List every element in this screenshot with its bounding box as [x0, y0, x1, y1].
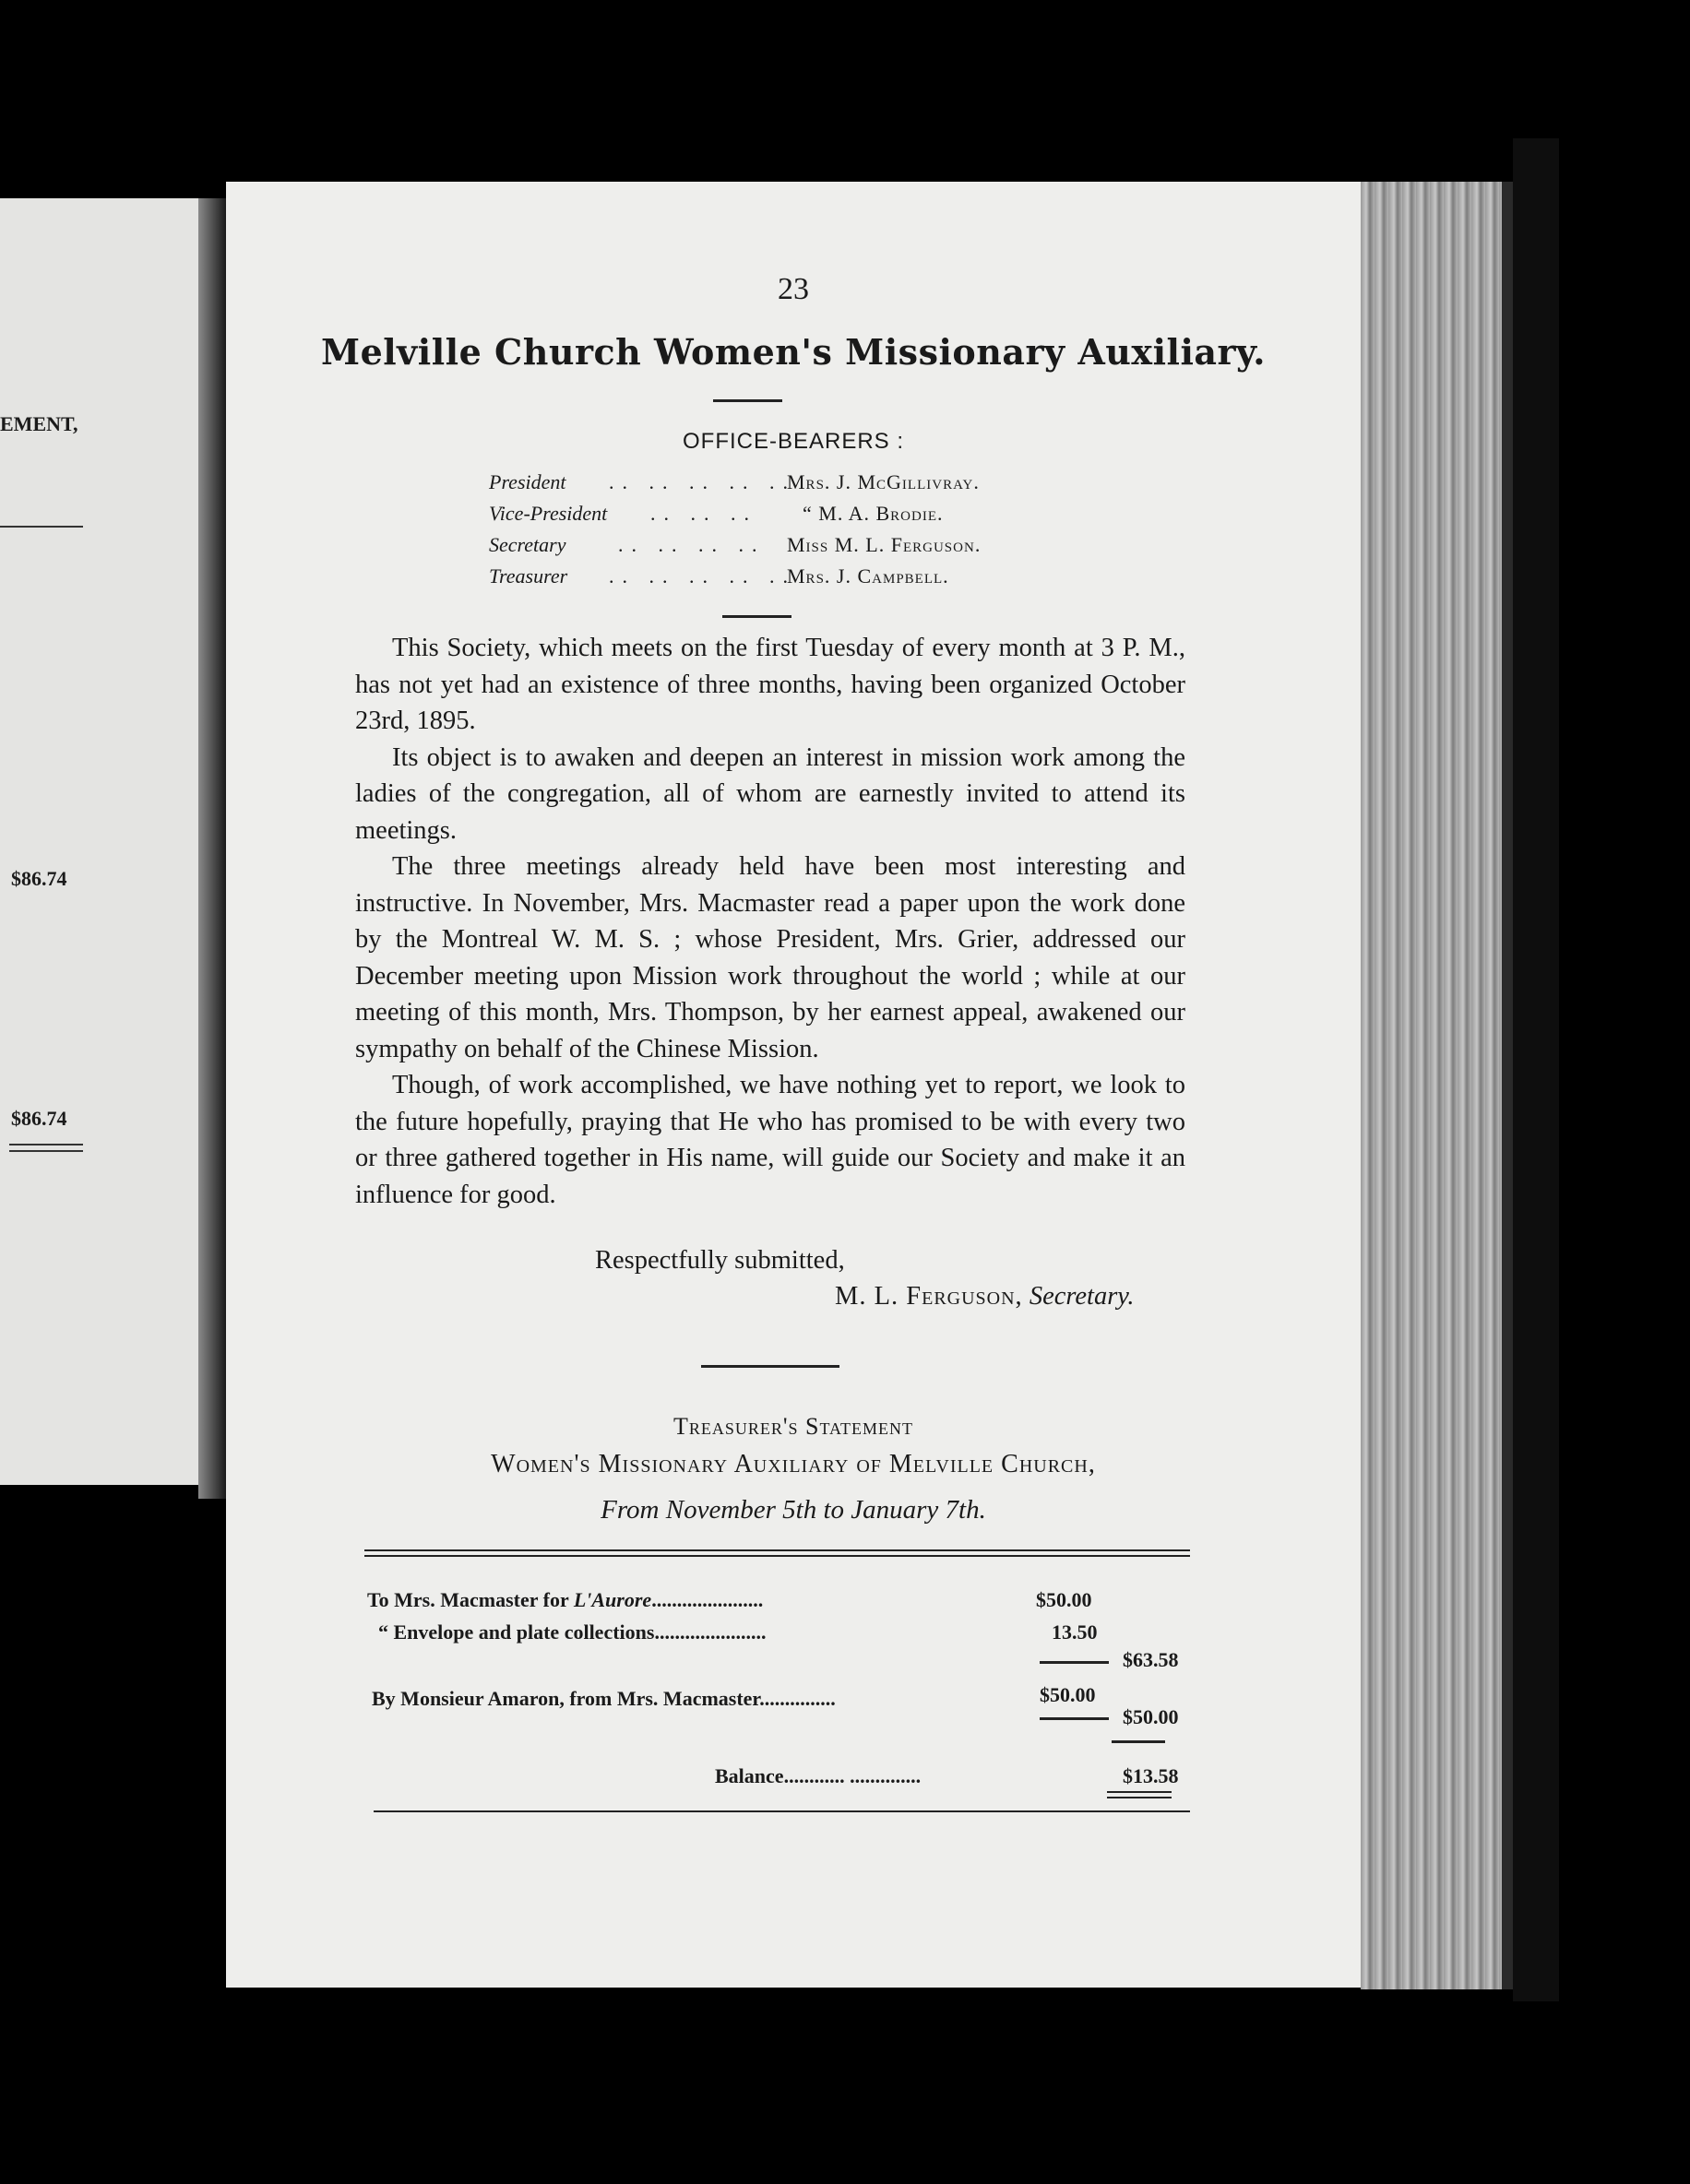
- leader-dots: .. .. .. .. ..: [609, 470, 796, 493]
- left-page-rule: [9, 1144, 83, 1145]
- office-bearer-role: President: [489, 470, 566, 493]
- leader-dots: ......................: [654, 1620, 767, 1644]
- statement-subheading: Women's Missionary Auxiliary of Melville Church,: [491, 1450, 1096, 1478]
- sum-rule: [1040, 1661, 1109, 1664]
- ledger-label: “ Envelope and plate collections: [378, 1620, 655, 1644]
- left-page-amount: $86.74: [11, 867, 67, 890]
- office-bearer-row: [489, 533, 1135, 564]
- office-bearer-row: [489, 564, 1135, 596]
- office-bearer-name: Mrs. J. McGillivray.: [787, 470, 980, 493]
- subtotal-amount: $50.00: [1123, 1705, 1179, 1728]
- paragraph: The three meetings already held have been most interesting and instructive. In November, Mrs. Macmaster read a paper upon the work done by the Montreal W. M. S. ; whose President, Mrs. Grier, addressed our December meeting upon Mission work throughout the world ; while at our meeting of this month, Mrs. Thompson, by her earnest appeal, awakened our sympathy on behalf of the Chinese Mission.: [355, 852, 1185, 1063]
- office-bearer-row: [489, 470, 1135, 502]
- balance-line: [715, 1764, 921, 1788]
- paragraph: Its object is to awaken and deepen an interest in mission work among the ladies of the congregation, all of whom are earnestly invited to attend its meetings.: [355, 742, 1185, 845]
- sum-rule: [1112, 1740, 1165, 1743]
- left-page-heading-fragment: EMENT,: [0, 412, 78, 435]
- page-title: Melville Church Women's Missionary Auxiliary.: [321, 331, 1266, 373]
- balance-amount: $13.58: [1123, 1764, 1179, 1787]
- left-page-amount: $86.74: [11, 1107, 67, 1130]
- office-bearer-role: Vice-President: [489, 502, 608, 525]
- section-rule: [701, 1365, 839, 1368]
- left-facing-page: [0, 198, 198, 1485]
- ledger-label-italic: L'Aurore: [573, 1588, 652, 1611]
- book-cover-edge: [1513, 138, 1559, 2001]
- signature-name: M. L. Ferguson,: [835, 1282, 1023, 1311]
- statement-bottom-rule: [374, 1810, 1190, 1812]
- paragraph: Though, of work accomplished, we have nothing yet to report, we look to the future hopefully, praying that He who has promised to be with every two or three gathered together in His name, will guide our Society and make it an influence for good.: [355, 1071, 1185, 1209]
- statement-top-rule: [364, 1549, 1190, 1557]
- closing-line: Respectfully submitted,: [595, 1246, 845, 1275]
- subtotal-amount: $63.58: [1123, 1648, 1179, 1671]
- page-number: 23: [778, 272, 809, 306]
- office-bearer-name: Miss M. L. Ferguson.: [787, 533, 982, 556]
- ledger-line: [378, 1620, 766, 1644]
- ledger-line: [367, 1588, 763, 1612]
- left-page-rule: [0, 526, 83, 528]
- signature: [835, 1282, 1135, 1312]
- document-page: [226, 182, 1361, 1988]
- statement-period: From November 5th to January 7th.: [601, 1495, 986, 1525]
- office-bearers-heading: OFFICE-BEARERS :: [682, 429, 905, 454]
- title-rule: [713, 399, 782, 402]
- page-edges: [1361, 182, 1513, 1989]
- leader-dots: .. .. ..: [650, 502, 757, 525]
- office-bearer-name: “ M. A. Brodie.: [803, 502, 944, 525]
- leader-dots: ......................: [651, 1588, 764, 1611]
- ledger-amount: $50.00: [1040, 1683, 1096, 1706]
- leader-dots: ............ ..............: [783, 1764, 922, 1787]
- balance-double-rule: [1107, 1791, 1172, 1798]
- ledger-amount: 13.50: [1052, 1620, 1098, 1644]
- ledger-label: By Monsieur Amaron, from Mrs. Macmaster: [372, 1687, 760, 1710]
- ledger-line: [372, 1687, 836, 1711]
- leader-dots: .. .. .. .. ..: [609, 564, 796, 588]
- office-bearer-role: Secretary: [489, 533, 566, 556]
- body-text: [355, 630, 1185, 1213]
- leader-dots: .. .. .. ..: [618, 533, 766, 556]
- office-bearer-role: Treasurer: [489, 564, 568, 588]
- sum-rule: [1040, 1717, 1109, 1720]
- section-rule: [722, 615, 791, 618]
- leader-dots: ...............: [759, 1687, 836, 1710]
- ledger-amount: $50.00: [1036, 1588, 1092, 1611]
- ledger-label: To Mrs. Macmaster for: [367, 1588, 574, 1611]
- signature-title: Secretary.: [1029, 1282, 1135, 1311]
- balance-label: Balance: [715, 1764, 784, 1787]
- book-gutter: [198, 198, 226, 1499]
- office-bearer-row: [489, 502, 1135, 533]
- left-page-rule: [9, 1150, 83, 1152]
- statement-heading: Treasurer's Statement: [672, 1413, 914, 1440]
- paragraph: This Society, which meets on the first Tuesday of every month at 3 P. M., has not yet had an existence of three months, having been organized October 23rd, 1895.: [355, 634, 1185, 735]
- office-bearer-name: Mrs. J. Campbell.: [787, 564, 949, 588]
